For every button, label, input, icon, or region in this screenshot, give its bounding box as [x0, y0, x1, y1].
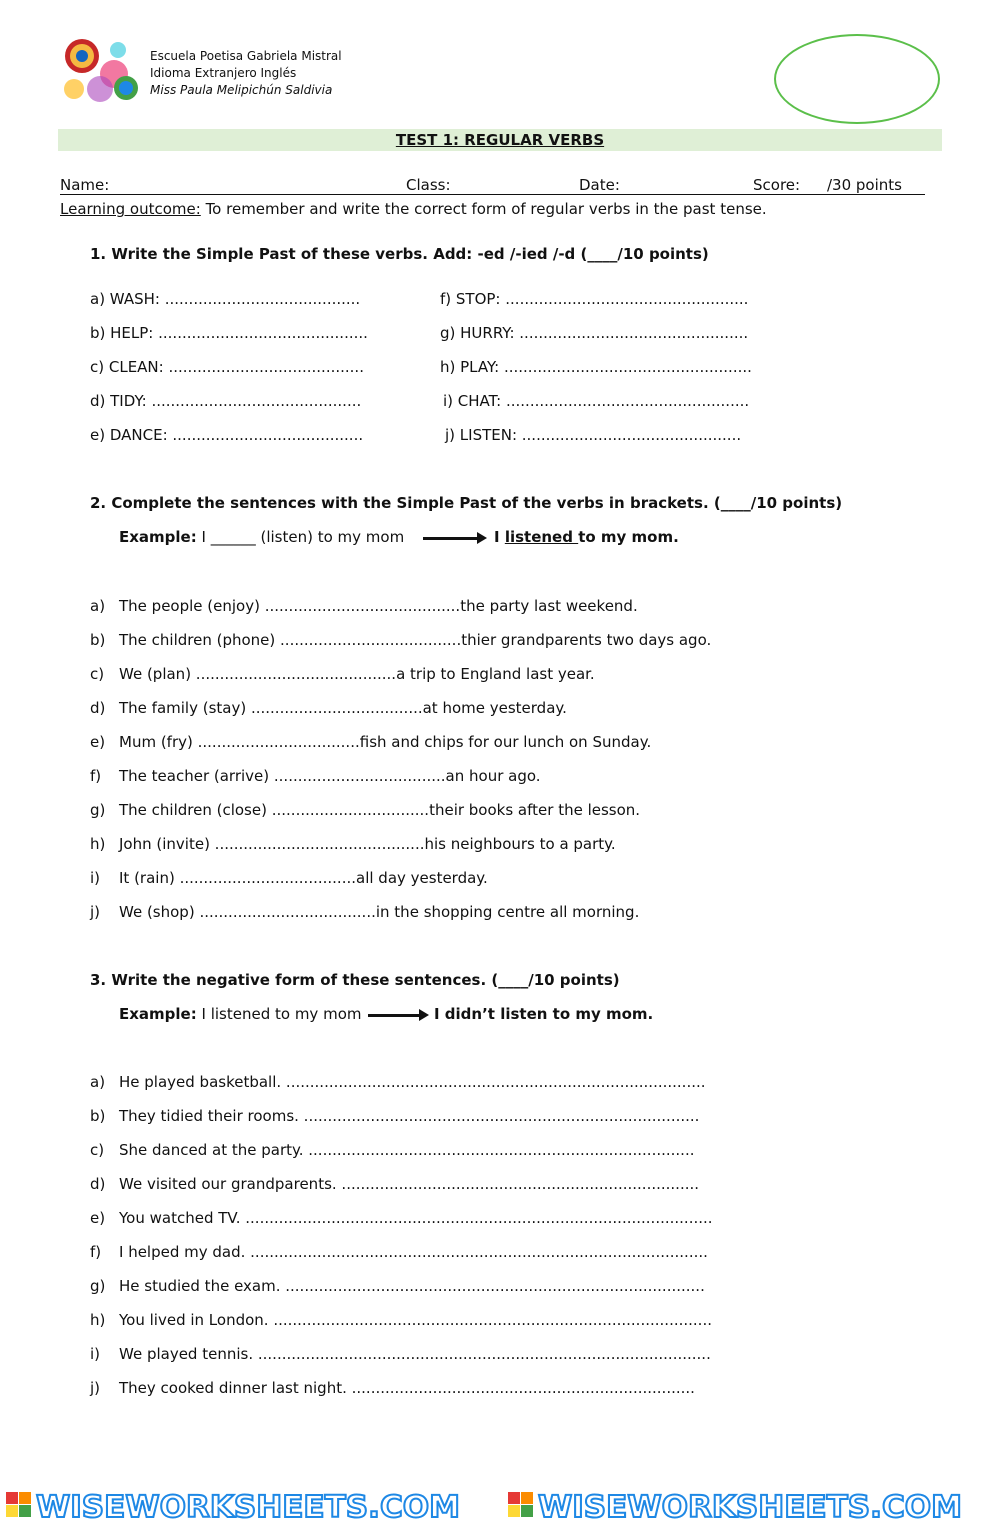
- s2-letter: c): [90, 665, 105, 683]
- s2-letter: e): [90, 733, 106, 751]
- s2-arrow-icon: [423, 537, 481, 540]
- watermark-logo-icon: [508, 1492, 533, 1517]
- watermark-svg: [0, 1486, 1000, 1524]
- s1-item-i: i) CHAT: ...................................................: [443, 392, 750, 410]
- s2-letter: d): [90, 699, 106, 717]
- s1-item-d: d) TIDY: ............................................: [90, 392, 362, 410]
- score-points: /30 points: [827, 176, 902, 194]
- score-oval: [774, 34, 940, 124]
- class-label: Class:: [406, 176, 451, 194]
- learning-outcome: [60, 200, 767, 218]
- s1-item-j: j) LISTEN: ..............................................: [445, 426, 742, 444]
- s3-letter: i): [90, 1345, 101, 1363]
- s2-letter: j): [90, 903, 101, 921]
- name-label: Name:: [60, 176, 110, 194]
- school-logo: [60, 34, 142, 108]
- s2-answer-pre: I: [494, 528, 505, 546]
- s2-letter: g): [90, 801, 106, 819]
- outcome-label: Learning outcome:: [60, 200, 201, 218]
- s2-example-answer: [494, 528, 679, 546]
- s1-item-b: b) HELP: ............................................: [90, 324, 368, 342]
- s2-sentence: John (invite) ............................................his neighbours to a party.: [119, 835, 616, 853]
- s2-sentence: The people (enjoy) .........................................the party last weekend.: [119, 597, 638, 615]
- subject-name: Idioma Extranjero Inglés: [150, 66, 297, 80]
- info-underline: [60, 194, 925, 195]
- s2-letter: b): [90, 631, 106, 649]
- s2-sentence: We (shop) .....................................in the shopping centre all morning.: [119, 903, 640, 921]
- s2-sentence: It (rain) .....................................all day yesterday.: [119, 869, 488, 887]
- score-label: Score:: [753, 176, 801, 194]
- watermark-text: WISEWORKSHEETS.COM: [36, 1490, 461, 1524]
- section3-heading: 3. Write the negative form of these sentences. (____/10 points): [90, 971, 620, 989]
- section2-heading: 2. Complete the sentences with the Simple Past of the verbs in brackets. (____/10 points): [90, 494, 843, 512]
- s3-sentence: We visited our grandparents. ...........................................................................: [119, 1175, 700, 1193]
- watermark-footer: [0, 1486, 1000, 1524]
- watermark-logo-icon: [6, 1492, 31, 1517]
- s1-item-c: c) CLEAN: .........................................: [90, 358, 364, 376]
- s3-example-answer: I didn’t listen to my mom.: [434, 1005, 654, 1023]
- test-title: TEST 1: REGULAR VERBS: [395, 131, 605, 149]
- s2-sentence: The teacher (arrive) ....................................an hour ago.: [119, 767, 541, 785]
- s1-item-e: e) DANCE: ........................................: [90, 426, 364, 444]
- s1-item-g: g) HURRY: ................................................: [440, 324, 749, 342]
- s1-item-f: f) STOP: ...................................................: [440, 290, 749, 308]
- s3-sentence: He studied the exam. ........................................................................................: [119, 1277, 705, 1295]
- s3-sentence: You lived in London. ............................................................................................: [119, 1311, 712, 1329]
- section1-heading: 1. Write the Simple Past of these verbs. Add: -ed /-ied /-d (____/10 points): [90, 245, 709, 263]
- teacher-name: Miss Paula Melipichún Saldivia: [150, 83, 333, 97]
- s3-sentence: She danced at the party. .................................................................................: [119, 1141, 695, 1159]
- s2-letter: i): [90, 869, 101, 887]
- s2-example: [119, 528, 404, 546]
- s3-letter: b): [90, 1107, 106, 1125]
- s3-example-label: Example:: [119, 1005, 197, 1023]
- s3-letter: e): [90, 1209, 106, 1227]
- s2-letter: h): [90, 835, 106, 853]
- s3-letter: a): [90, 1073, 106, 1091]
- s2-sentence: The family (stay) ....................................at home yesterday.: [119, 699, 567, 717]
- s3-sentence: They tidied their rooms. ...................................................................................: [119, 1107, 700, 1125]
- s2-sentence: We (plan) ..........................................a trip to England last year.: [119, 665, 595, 683]
- watermark-text: WISEWORKSHEETS.COM: [538, 1490, 962, 1524]
- date-label: Date:: [579, 176, 620, 194]
- s3-example: [119, 1005, 361, 1023]
- s3-example-text: I listened to my mom: [201, 1005, 362, 1023]
- s3-letter: h): [90, 1311, 106, 1329]
- s3-letter: g): [90, 1277, 106, 1295]
- s3-sentence: You watched TV. ..................................................................................................: [119, 1209, 713, 1227]
- s2-sentence: The children (close) .................................their books after the lesson.: [119, 801, 641, 819]
- s1-item-h: h) PLAY: ....................................................: [440, 358, 752, 376]
- s3-sentence: I helped my dad. ................................................................................................: [119, 1243, 708, 1261]
- s3-sentence: They cooked dinner last night. ........................................................................: [119, 1379, 695, 1397]
- s2-answer-word: listened: [504, 528, 579, 546]
- s3-letter: c): [90, 1141, 105, 1159]
- s2-example-text: I ______ (listen) to my mom: [201, 528, 405, 546]
- s2-letter: a): [90, 597, 106, 615]
- outcome-text: To remember and write the correct form of regular verbs in the past tense.: [205, 200, 767, 218]
- s2-answer-post: to my mom.: [578, 528, 679, 546]
- s2-sentence: The children (phone) ......................................thier grandparents two days ago.: [119, 631, 712, 649]
- s3-sentence: We played tennis. ...............................................................................................: [119, 1345, 711, 1363]
- s3-letter: j): [90, 1379, 101, 1397]
- s1-item-a: a) WASH: .........................................: [90, 290, 361, 308]
- s3-letter: f): [90, 1243, 102, 1261]
- s3-arrow-icon: [368, 1014, 423, 1017]
- s2-sentence: Mum (fry) ..................................fish and chips for our lunch on Sunday.: [119, 733, 652, 751]
- s3-letter: d): [90, 1175, 106, 1193]
- s3-sentence: He played basketball. ........................................................................................: [119, 1073, 706, 1091]
- s2-example-label: Example:: [119, 528, 197, 546]
- s2-letter: f): [90, 767, 102, 785]
- school-name: Escuela Poetisa Gabriela Mistral: [150, 49, 342, 63]
